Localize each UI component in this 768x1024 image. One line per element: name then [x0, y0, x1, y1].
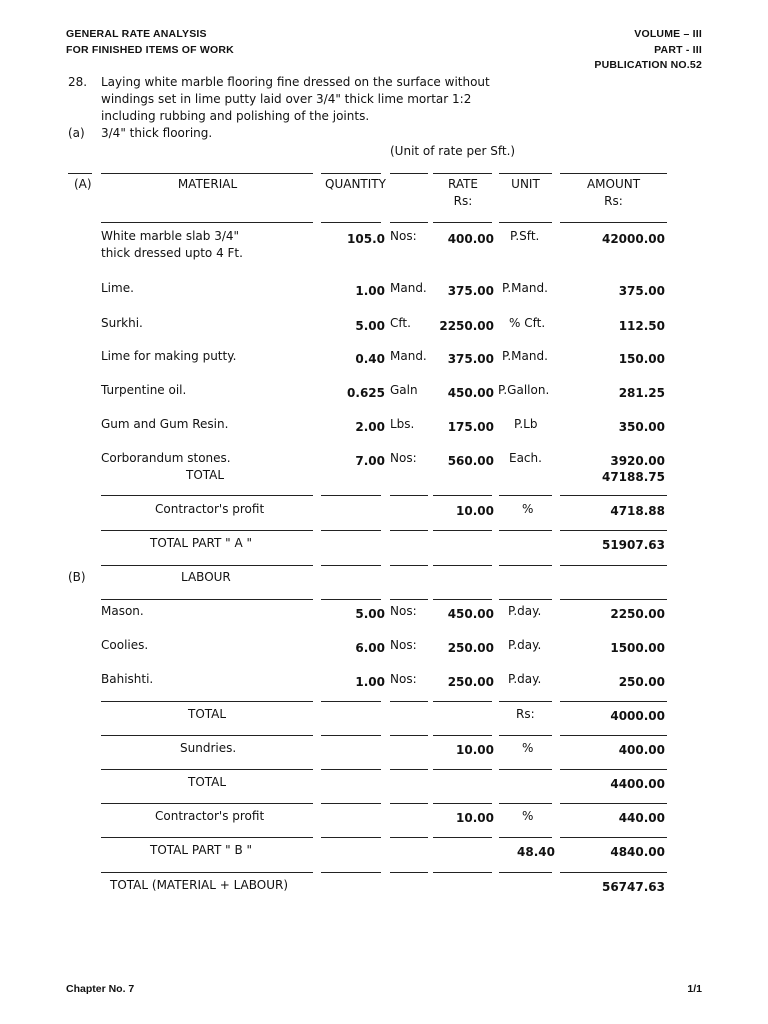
table-rule [101, 735, 313, 736]
table-rule [560, 495, 667, 496]
material-quantity-unit: Galn [390, 383, 418, 397]
table-rule [499, 530, 552, 531]
table-rule [390, 803, 428, 804]
table-rule [321, 735, 381, 736]
material-unit: % Cft. [509, 316, 546, 330]
section-b-label: (B) [68, 570, 86, 584]
material-profit-label: Contractor's profit [155, 502, 265, 516]
total-part-a-amount: 51907.63 [601, 538, 665, 552]
table-rule [321, 837, 381, 838]
material-rate: 400.00 [447, 232, 494, 246]
material-total-label: TOTAL [186, 468, 225, 482]
table-rule [390, 837, 428, 838]
material-amount: 42000.00 [601, 232, 665, 246]
total-part-b-label: TOTAL PART " B " [150, 843, 253, 857]
column-header-unit: UNIT [511, 177, 540, 191]
labour-unit: P.day. [508, 672, 542, 686]
table-rule [499, 837, 552, 838]
material-rate: 375.00 [447, 352, 494, 366]
material-total-amount: 47188.75 [601, 470, 665, 484]
material-profit-rate: 10.00 [456, 504, 494, 518]
table-rule [390, 872, 428, 873]
material-quantity-unit: Cft. [390, 316, 411, 330]
table-rule [560, 769, 667, 770]
header-volume: VOLUME – III [634, 28, 702, 40]
material-name: White marble slab 3/4" [101, 229, 240, 243]
table-rule [321, 173, 381, 174]
labour-total-label: TOTAL [188, 707, 227, 721]
table-rule [560, 173, 667, 174]
labour-total-unit: Rs: [516, 707, 535, 721]
material-quantity: 2.00 [355, 420, 385, 434]
material-rate: 375.00 [447, 284, 494, 298]
material-name: Corborandum stones. [101, 451, 231, 465]
labour-unit: P.day. [508, 604, 542, 618]
column-header-rate-unit: Rs: [453, 194, 473, 208]
table-rule [433, 803, 492, 804]
table-rule [499, 735, 552, 736]
sundries-unit: % [522, 741, 534, 755]
material-name: Lime. [101, 281, 134, 295]
material-name: Surkhi. [101, 316, 143, 330]
material-quantity-unit: Nos: [390, 451, 417, 465]
material-quantity: 1.00 [355, 284, 385, 298]
labour-amount: 2250.00 [610, 607, 665, 621]
table-rule [101, 701, 313, 702]
material-amount: 112.50 [618, 319, 665, 333]
table-rule [560, 872, 667, 873]
header-publication: PUBLICATION NO.52 [594, 59, 702, 71]
header-title: GENERAL RATE ANALYSIS [66, 28, 207, 40]
material-quantity: 105.0 [347, 232, 385, 246]
labour-unit: P.day. [508, 638, 542, 652]
table-rule [101, 837, 313, 838]
material-amount: 281.25 [618, 386, 665, 400]
table-rule [321, 769, 381, 770]
table-rule [321, 872, 381, 873]
table-rule [433, 701, 492, 702]
table-rule [321, 530, 381, 531]
labour-quantity: 1.00 [355, 675, 385, 689]
table-rule [499, 599, 552, 600]
total-part-b-rate: 48.40 [517, 845, 555, 859]
header-part: PART - III [654, 44, 702, 56]
labour-name: Bahishti. [101, 672, 154, 686]
table-rule [433, 769, 492, 770]
grand-total-label: TOTAL (MATERIAL + LABOUR) [110, 878, 289, 892]
labour-rate: 250.00 [447, 675, 494, 689]
column-header-amount-unit: Rs: [604, 194, 623, 208]
item-number: 28. [68, 75, 88, 89]
column-header-material: MATERIAL [177, 177, 238, 191]
item-description-line3: including rubbing and polishing of the joints. [101, 109, 370, 123]
labour-rate: 250.00 [447, 641, 494, 655]
material-quantity: 0.625 [347, 386, 385, 400]
table-rule [499, 222, 552, 223]
labour-profit-unit: % [522, 809, 534, 823]
table-rule [560, 735, 667, 736]
table-rule [390, 701, 428, 702]
table-rule [560, 530, 667, 531]
material-amount: 3920.00 [610, 454, 665, 468]
table-rule [560, 701, 667, 702]
table-rule [433, 872, 492, 873]
sub-item-label: (a) [68, 126, 85, 140]
table-rule [499, 173, 552, 174]
table-rule [321, 701, 381, 702]
table-rule [101, 495, 313, 496]
table-rule [433, 530, 492, 531]
material-profit-amount: 4718.88 [610, 504, 665, 518]
labour-quantity-unit: Nos: [390, 672, 417, 686]
material-quantity-unit: Nos: [390, 229, 417, 243]
total-part-b-amount: 4840.00 [610, 845, 665, 859]
table-rule [499, 701, 552, 702]
material-amount: 375.00 [618, 284, 665, 298]
table-rule [433, 173, 492, 174]
table-rule [433, 222, 492, 223]
table-rule [433, 495, 492, 496]
table-rule [433, 837, 492, 838]
total-part-a-label: TOTAL PART " A " [150, 536, 253, 550]
labour-total2-label: TOTAL [188, 775, 227, 789]
material-name: Turpentine oil. [101, 383, 187, 397]
table-rule [560, 222, 667, 223]
table-rule [101, 769, 313, 770]
table-rule [101, 565, 313, 566]
material-unit: P.Gallon. [498, 383, 550, 397]
material-unit: Each. [509, 451, 542, 465]
material-unit: P.Lb [514, 417, 538, 431]
table-rule [560, 803, 667, 804]
material-quantity-unit: Mand. [390, 281, 427, 295]
labour-name: Mason. [101, 604, 144, 618]
labour-header: LABOUR [181, 570, 231, 584]
unit-of-rate-note: (Unit of rate per Sft.) [390, 144, 516, 158]
material-profit-unit: % [522, 502, 534, 516]
table-rule [390, 222, 428, 223]
item-description-line2: windings set in lime putty laid over 3/4" thick lime mortar 1:2 [101, 92, 472, 106]
table-rule [499, 803, 552, 804]
table-rule [433, 565, 492, 566]
footer-chapter: Chapter No. 7 [66, 983, 135, 995]
table-rule [390, 599, 428, 600]
sub-item-description: 3/4" thick flooring. [101, 126, 213, 140]
table-rule [68, 173, 92, 174]
table-rule [433, 599, 492, 600]
material-name: Lime for making putty. [101, 349, 237, 363]
labour-profit-label: Contractor's profit [155, 809, 265, 823]
table-rule [560, 599, 667, 600]
table-rule [433, 735, 492, 736]
labour-quantity-unit: Nos: [390, 604, 417, 618]
labour-name: Coolies. [101, 638, 149, 652]
material-quantity: 5.00 [355, 319, 385, 333]
material-name: Gum and Gum Resin. [101, 417, 229, 431]
material-rate: 175.00 [447, 420, 494, 434]
table-rule [560, 565, 667, 566]
table-rule [499, 565, 552, 566]
table-rule [499, 769, 552, 770]
table-rule [390, 173, 428, 174]
column-header-rate: RATE [447, 177, 479, 191]
labour-quantity-unit: Nos: [390, 638, 417, 652]
header-subtitle: FOR FINISHED ITEMS OF WORK [66, 44, 234, 56]
material-amount: 350.00 [618, 420, 665, 434]
material-name-cont: thick dressed upto 4 Ft. [101, 246, 243, 260]
table-rule [321, 803, 381, 804]
table-rule [499, 495, 552, 496]
table-rule [321, 565, 381, 566]
material-amount: 150.00 [618, 352, 665, 366]
section-a-label: (A) [74, 177, 92, 191]
grand-total-amount: 56747.63 [601, 880, 665, 894]
material-quantity-unit: Lbs. [390, 417, 415, 431]
labour-amount: 250.00 [618, 675, 665, 689]
material-rate: 450.00 [447, 386, 494, 400]
table-rule [321, 222, 381, 223]
labour-quantity: 6.00 [355, 641, 385, 655]
material-unit: P.Mand. [502, 349, 548, 363]
table-rule [101, 803, 313, 804]
table-rule [101, 872, 313, 873]
labour-total-amount: 4000.00 [610, 709, 665, 723]
labour-rate: 450.00 [447, 607, 494, 621]
table-rule [101, 530, 313, 531]
material-unit: P.Sft. [510, 229, 540, 243]
table-rule [390, 565, 428, 566]
labour-total2-amount: 4400.00 [610, 777, 665, 791]
sundries-label: Sundries. [180, 741, 237, 755]
labour-amount: 1500.00 [610, 641, 665, 655]
table-rule [390, 530, 428, 531]
table-rule [101, 222, 313, 223]
material-rate: 2250.00 [439, 319, 494, 333]
table-rule [390, 495, 428, 496]
item-description-line1: Laying white marble flooring fine dressed on the surface without [101, 75, 490, 89]
material-unit: P.Mand. [502, 281, 548, 295]
table-rule [101, 599, 313, 600]
sundries-amount: 400.00 [618, 743, 665, 757]
table-rule [499, 872, 552, 873]
column-header-quantity: QUANTITY [325, 177, 386, 191]
material-quantity: 7.00 [355, 454, 385, 468]
column-header-amount: AMOUNT [586, 177, 641, 191]
material-rate: 560.00 [447, 454, 494, 468]
table-rule [390, 735, 428, 736]
material-quantity: 0.40 [355, 352, 385, 366]
table-rule [321, 495, 381, 496]
sundries-rate: 10.00 [456, 743, 494, 757]
table-rule [560, 837, 667, 838]
table-rule [321, 599, 381, 600]
labour-quantity: 5.00 [355, 607, 385, 621]
table-rule [390, 769, 428, 770]
labour-profit-amount: 440.00 [618, 811, 665, 825]
table-rule [101, 173, 313, 174]
labour-profit-rate: 10.00 [456, 811, 494, 825]
footer-page-number: 1/1 [687, 983, 702, 995]
material-quantity-unit: Mand. [390, 349, 427, 363]
